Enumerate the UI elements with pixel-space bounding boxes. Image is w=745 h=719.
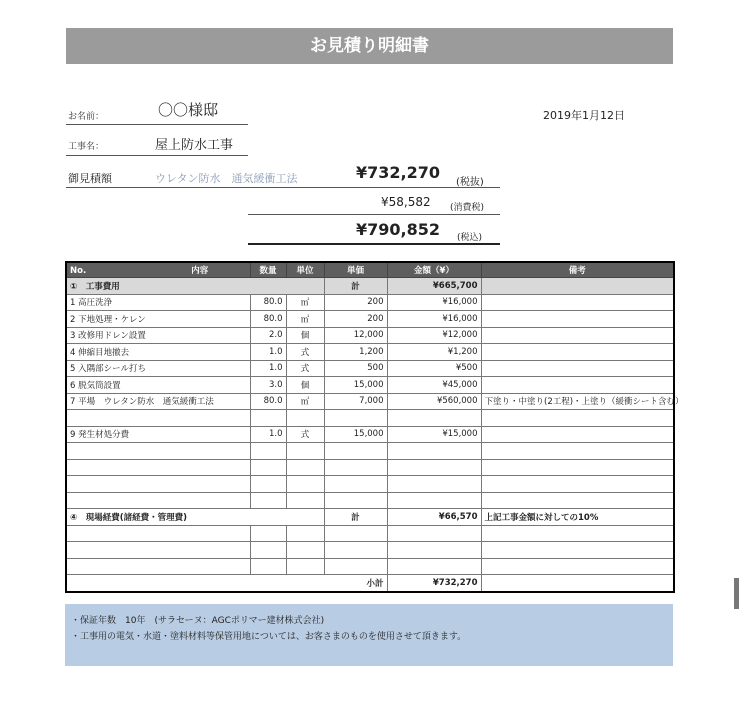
table-row xyxy=(66,360,674,377)
cell-amount: ¥45,000 xyxy=(387,377,481,394)
note-utilities: ・工事用の電気・水道・塗料材料等保管用地については、お客さまのものを使用させて頂きます。 xyxy=(71,632,467,642)
header-item: No. 内容 xyxy=(66,262,250,278)
cell-item xyxy=(66,476,250,493)
cell-qty xyxy=(250,443,286,460)
cell-item: 1 高圧洗浄 xyxy=(66,294,250,311)
cell-qty xyxy=(250,558,286,575)
cell-unit: 式 xyxy=(286,360,324,377)
cell-amount: ¥560,000 xyxy=(387,393,481,410)
cell-price: 12,000 xyxy=(324,327,387,344)
cell-item xyxy=(66,525,250,542)
cell-item xyxy=(66,459,250,476)
table-row xyxy=(66,542,674,559)
header-amount: 金額（¥） xyxy=(387,262,481,278)
header-qty: 数量 xyxy=(250,262,286,278)
estimate-amount-note: (税抜) xyxy=(456,177,484,188)
tax-underline xyxy=(248,214,500,215)
cell-amount xyxy=(387,492,481,509)
cell-price xyxy=(324,492,387,509)
cell-amount xyxy=(387,476,481,493)
cell-price: 15,000 xyxy=(324,377,387,394)
project-label: 工事名： xyxy=(68,142,105,152)
cell-amount: ¥16,000 xyxy=(387,294,481,311)
cell-amount: ¥500 xyxy=(387,360,481,377)
cell-remarks xyxy=(481,360,674,377)
cell-price xyxy=(324,410,387,427)
cell-item xyxy=(66,542,250,559)
subtotal-label: 小計 xyxy=(324,575,387,592)
scrollbar-thumb[interactable] xyxy=(734,578,739,609)
cell-item: 3 改修用ドレン設置 xyxy=(66,327,250,344)
cell-unit: ㎡ xyxy=(286,311,324,328)
cell-price: 500 xyxy=(324,360,387,377)
cell-remarks xyxy=(481,542,674,559)
cell-remarks xyxy=(481,327,674,344)
section1-title: ① 工事費用 xyxy=(66,278,324,295)
table-row xyxy=(66,443,674,460)
cell-qty: 3.0 xyxy=(250,377,286,394)
cell-remarks xyxy=(481,476,674,493)
cell-price: 200 xyxy=(324,294,387,311)
tax-note: (消費税) xyxy=(450,203,485,213)
cell-unit xyxy=(286,459,324,476)
total-amount: ¥790,852 xyxy=(356,220,441,239)
cell-price xyxy=(324,459,387,476)
table-row xyxy=(66,525,674,542)
total-underline xyxy=(248,243,500,245)
table-row xyxy=(66,377,674,394)
section1-row xyxy=(66,278,674,295)
cell-unit: ㎡ xyxy=(286,393,324,410)
cell-amount xyxy=(387,525,481,542)
cell-unit: ㎡ xyxy=(286,294,324,311)
table-row xyxy=(66,327,674,344)
cell-price xyxy=(324,558,387,575)
cell-qty xyxy=(250,525,286,542)
cell-remarks xyxy=(481,344,674,361)
header-unit: 単位 xyxy=(286,262,324,278)
client-underline xyxy=(66,124,248,125)
cell-amount xyxy=(387,443,481,460)
cell-remarks xyxy=(481,558,674,575)
total-note: (税込) xyxy=(457,233,483,243)
cell-qty: 80.0 xyxy=(250,294,286,311)
section4-remarks: 上記工事金額に対しての10% xyxy=(481,509,674,526)
cell-unit: 個 xyxy=(286,327,324,344)
cell-price xyxy=(324,542,387,559)
estimate-method: ウレタン防水 通気緩衝工法 xyxy=(155,172,298,185)
cell-qty xyxy=(250,492,286,509)
client-name: 〇〇様邸 xyxy=(158,101,219,119)
cell-unit xyxy=(286,558,324,575)
cell-amount xyxy=(387,558,481,575)
cell-price: 1,200 xyxy=(324,344,387,361)
cell-amount xyxy=(387,459,481,476)
cell-qty xyxy=(250,459,286,476)
cell-amount xyxy=(387,410,481,427)
cell-amount: ¥1,200 xyxy=(387,344,481,361)
cell-item: 5 入隅部シール打ち xyxy=(66,360,250,377)
cell-item: 2 下地処理・ケレン xyxy=(66,311,250,328)
cell-price: 7,000 xyxy=(324,393,387,410)
cell-item: 4 伸縮目地撤去 xyxy=(66,344,250,361)
cell-unit: 式 xyxy=(286,344,324,361)
cell-unit xyxy=(286,542,324,559)
table-row xyxy=(66,426,674,443)
section1-kei: 計 xyxy=(324,278,387,295)
document-title: お見積り明細書 xyxy=(66,28,673,64)
cell-qty xyxy=(250,410,286,427)
table-row xyxy=(66,558,674,575)
estimate-amount: ¥732,270 xyxy=(356,163,441,182)
cell-item xyxy=(66,492,250,509)
section4-row xyxy=(66,509,674,526)
cell-remarks xyxy=(481,377,674,394)
cell-unit: 式 xyxy=(286,426,324,443)
cell-remarks xyxy=(481,525,674,542)
cell-item xyxy=(66,443,250,460)
cell-amount: ¥16,000 xyxy=(387,311,481,328)
cell-price xyxy=(324,443,387,460)
header-price: 単価 xyxy=(324,262,387,278)
cell-remarks xyxy=(481,459,674,476)
section4-total: ¥66,570 xyxy=(387,509,481,526)
cell-qty: 80.0 xyxy=(250,311,286,328)
cell-price xyxy=(324,525,387,542)
client-label: お名前： xyxy=(68,112,105,122)
table-row xyxy=(66,344,674,361)
estimate-underline xyxy=(66,187,500,188)
notes-box xyxy=(65,604,673,666)
table-row xyxy=(66,294,674,311)
project-name: 屋上防水工事 xyxy=(155,138,234,153)
header-remarks: 備考 xyxy=(481,262,674,278)
cell-unit xyxy=(286,443,324,460)
section4-title: ④ 現場経費(諸経費・管理費) xyxy=(66,509,324,526)
issue-date: 2019年1月12日 xyxy=(543,109,625,122)
cell-unit xyxy=(286,476,324,493)
cell-item: 6 脱気筒設置 xyxy=(66,377,250,394)
cell-price: 15,000 xyxy=(324,426,387,443)
cell-amount xyxy=(387,542,481,559)
subtotal-row xyxy=(66,575,674,592)
estimate-detail-table xyxy=(65,261,684,593)
cell-item xyxy=(66,558,250,575)
cell-remarks xyxy=(481,410,674,427)
cell-qty: 1.0 xyxy=(250,344,286,361)
section1-total: ¥665,700 xyxy=(387,278,481,295)
cell-qty: 2.0 xyxy=(250,327,286,344)
cell-price xyxy=(324,476,387,493)
cell-unit xyxy=(286,410,324,427)
cell-remarks xyxy=(481,311,674,328)
table-row xyxy=(66,492,674,509)
project-underline xyxy=(66,155,248,156)
cell-remarks xyxy=(481,492,674,509)
cell-item xyxy=(66,410,250,427)
cell-remarks xyxy=(481,294,674,311)
subtotal-value: ¥732,270 xyxy=(387,575,481,592)
cell-remarks xyxy=(481,443,674,460)
cell-price: 200 xyxy=(324,311,387,328)
cell-qty: 1.0 xyxy=(250,360,286,377)
estimate-label: 御見積額 xyxy=(68,172,112,185)
cell-item: 9 発生材処分費 xyxy=(66,426,250,443)
cell-qty xyxy=(250,542,286,559)
cell-unit xyxy=(286,525,324,542)
cell-qty: 80.0 xyxy=(250,393,286,410)
cell-qty xyxy=(250,476,286,493)
cell-qty: 1.0 xyxy=(250,426,286,443)
table-row xyxy=(66,311,674,328)
table-header-row xyxy=(66,262,674,278)
cell-unit: 個 xyxy=(286,377,324,394)
table-row xyxy=(66,410,674,427)
cell-item: 7 平場 ウレタン防水 通気緩衝工法 xyxy=(66,393,250,410)
table-row xyxy=(66,459,674,476)
cell-remarks: 下塗り・中塗り(2工程)・上塗り（緩衝シート含む） xyxy=(481,393,674,410)
table-row xyxy=(66,393,674,410)
cell-amount: ¥15,000 xyxy=(387,426,481,443)
tax-amount: ¥58,582 xyxy=(381,195,431,209)
section4-kei: 計 xyxy=(324,509,387,526)
table-row xyxy=(66,476,674,493)
cell-amount: ¥12,000 xyxy=(387,327,481,344)
note-warranty: ・保証年数 10年 (サラセーヌ：AGCポリマー建材株式会社) xyxy=(71,616,325,626)
cell-remarks xyxy=(481,426,674,443)
cell-unit xyxy=(286,492,324,509)
